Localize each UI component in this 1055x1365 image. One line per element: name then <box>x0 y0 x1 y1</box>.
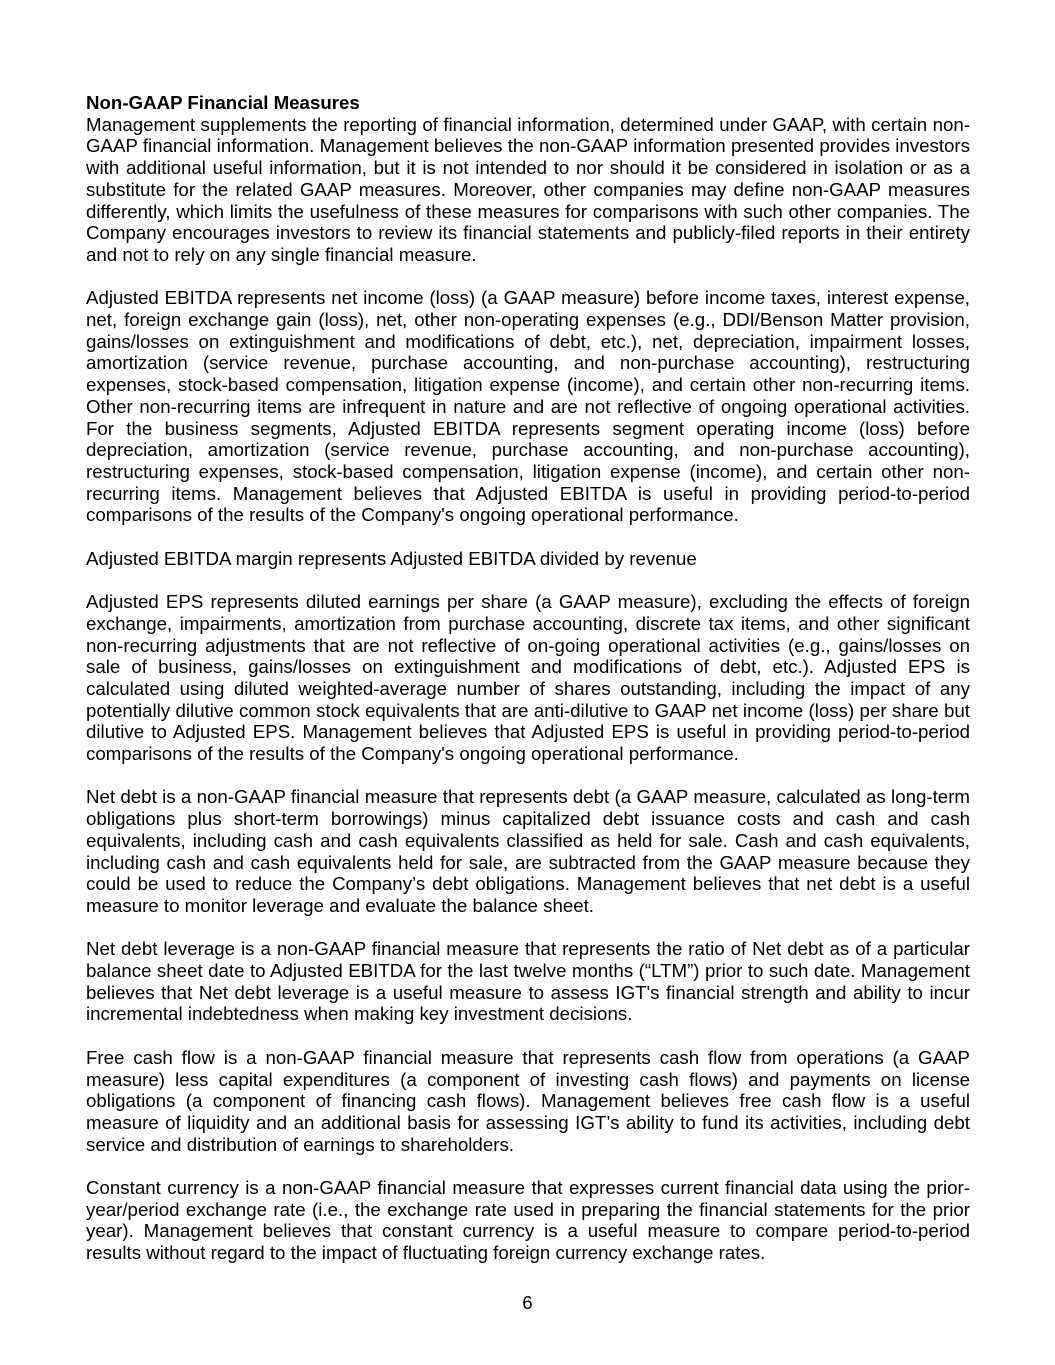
paragraph-net-debt: Net debt is a non-GAAP financial measure that represents debt (a GAAP measure, calculated as long-term obligations plus short-term borrowings) minus capitalized debt issuance costs and cash and cash equivalents, including cash and cash equivalents classified as held for sale. Cash and cash equivalents, including cash and cash equivalents held for sale, are subtracted from the GAAP measure because they could be used to reduce the Company’s debt obligations. Management believes that net debt is a useful measure to monitor leverage and evaluate the balance sheet. <box>86 786 970 916</box>
paragraph-non-gaap-intro: Management supplements the reporting of financial information, determined under GAAP, with certain non-GAAP financial information. Management believes the non-GAAP information presented provides investors with additional useful information, but it is not intended to nor should it be considered in isolation or as a substitute for the related GAAP measures. Moreover, other companies may define non-GAAP measures differently, which limits the usefulness of these measures for comparisons with such other companies. The Company encourages investors to review its financial statements and publicly-filed reports in their entirety and not to rely on any single financial measure. <box>86 113 970 265</box>
paragraph-free-cash-flow: Free cash flow is a non-GAAP financial measure that represents cash flow from operations (a GAAP measure) less capital expenditures (a component of investing cash flows) and payments on license obligations (a component of financing cash flows). Management believes free cash flow is a useful measure of liquidity and an additional basis for assessing IGT’s ability to fund its activities, including debt service and distribution of earnings to shareholders. <box>86 1046 970 1155</box>
page-number: 6 <box>522 1292 533 1313</box>
paragraph-adjusted-eps: Adjusted EPS represents diluted earnings per share (a GAAP measure), excluding the effects of foreign exchange, impairments, amortization from purchase accounting, discrete tax items, and other significant non-recurring adjustments that are not reflective of on-going operational activities (e.g., gains/losses on sale of business, gains/losses on extinguishment and modifications of debt, etc.). Adjusted EPS is calculated using diluted weighted-average number of shares outstanding, including the impact of any potentially dilutive common stock equivalents that are anti-dilutive to GAAP net income (loss) per share but dilutive to Adjusted EPS. Management believes that Adjusted EPS is useful in providing period-to-period comparisons of the results of the Company's ongoing operational performance. <box>86 591 970 765</box>
paragraph-adjusted-ebitda: Adjusted EBITDA represents net income (loss) (a GAAP measure) before income taxes, interest expense, net, foreign exchange gain (loss), net, other non-operating expenses (e.g., DDI/Benson Matter provision, gains/losses on extinguishment and modifications of debt, etc.), net, depreciation, impairment losses, amortization (service revenue, purchase accounting, and non-purchase accounting), restructuring expenses, stock-based compensation, litigation expense (income), and certain other non-recurring items. Other non-recurring items are infrequent in nature and are not reflective of ongoing operational activities. For the business segments, Adjusted EBITDA represents segment operating income (loss) before depreciation, amortization (service revenue, purchase accounting, and non-purchase accounting), restructuring expenses, stock-based compensation, litigation expense (income), and certain other non-recurring items. Management believes that Adjusted EBITDA is useful in providing period-to-period comparisons of the results of the Company's ongoing operational performance. <box>86 287 970 526</box>
document-content <box>86 92 970 1264</box>
paragraph-constant-currency: Constant currency is a non-GAAP financial measure that expresses current financial data using the prior-year/period exchange rate (i.e., the exchange rate used in preparing the financial statements for the prior year). Management believes that constant currency is a useful measure to compare period-to-period results without regard to the impact of fluctuating foreign currency exchange rates. <box>86 1177 970 1264</box>
paragraph-adjusted-ebitda-margin: Adjusted EBITDA margin represents Adjusted EBITDA divided by revenue <box>86 547 697 569</box>
paragraph-net-debt-leverage: Net debt leverage is a non-GAAP financial measure that represents the ratio of Net debt as of a particular balance sheet date to Adjusted EBITDA for the last twelve months (“LTM”) prior to such date. Management believes that Net debt leverage is a useful measure to assess IGT's financial strength and ability to incur incremental indebtedness when making key investment decisions. <box>86 938 970 1025</box>
section-heading: Non-GAAP Financial Measures <box>86 92 360 113</box>
